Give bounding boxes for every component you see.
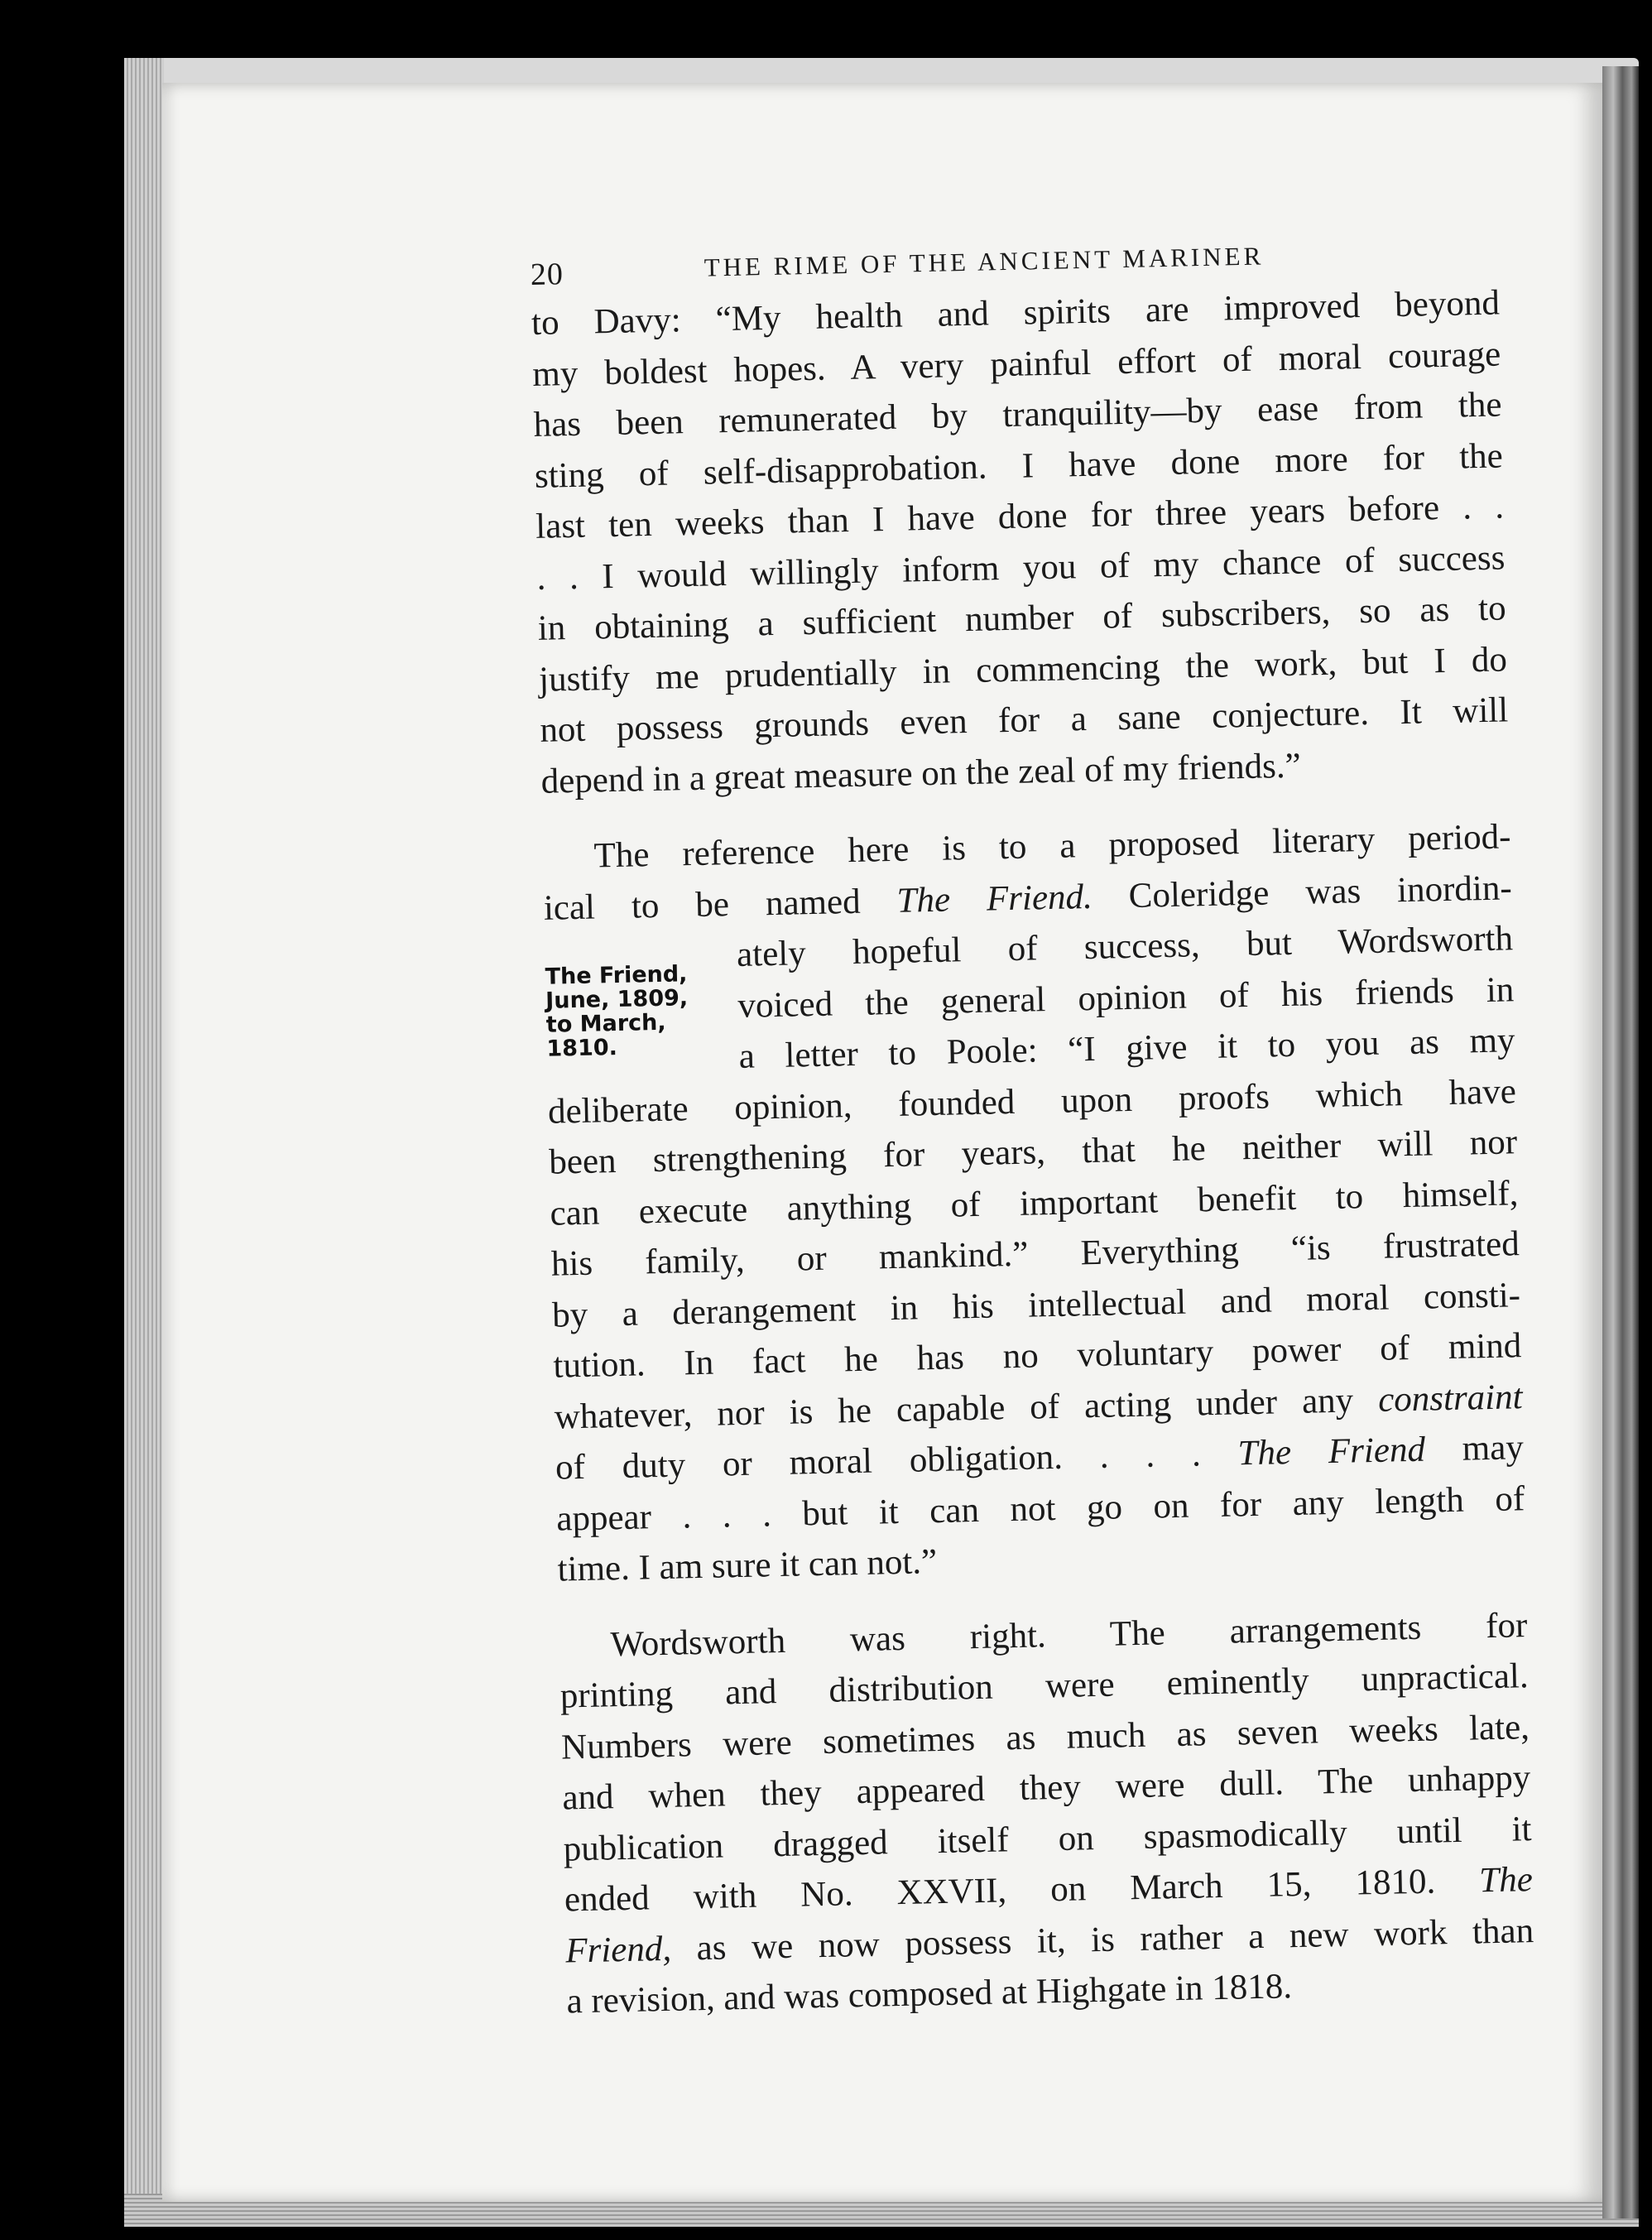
text-run: of duty or moral obligation. . . . <box>555 1434 1239 1488</box>
running-title: THE RIME OF THE ANCIENT MARINER <box>704 241 1265 282</box>
italic-title: The Friend. <box>896 877 1093 921</box>
text-line: a revision, and was composed at Highgate in 1818. <box>566 1967 1293 2021</box>
margin-sidenote <box>545 961 728 1061</box>
paragraph-wordsworth-right <box>559 1600 1535 2027</box>
sidenote-line: to March, <box>545 1009 666 1038</box>
text-line: publication dragged itself on spasmodically until it <box>563 1809 1532 1869</box>
italic-title: Friend, <box>564 1929 672 1971</box>
italic-title: The <box>1478 1860 1534 1901</box>
text-line: sting of self-disapprobation. I have done more for the <box>534 435 1504 496</box>
book-right-edge <box>1602 66 1639 2218</box>
text-run: ended with No. XXVII, on March 15, 1810. <box>564 1861 1480 1920</box>
text-line: last ten weeks than I have done for three years before . . <box>535 487 1505 546</box>
italic-title: The Friend <box>1237 1430 1426 1473</box>
sidenote-line: June, 1809, <box>545 985 689 1014</box>
text-line: The reference here is to a proposed literary period- <box>593 817 1511 876</box>
text-line: been strengthening for years, that he neither will nor <box>548 1122 1518 1182</box>
page-text-block <box>530 219 1535 2027</box>
text-line: . . I would willingly inform you of my chance of success <box>536 537 1506 598</box>
paragraph-davy-letter <box>531 277 1510 806</box>
text-line: tution. In fact he has no voluntary power of mind <box>553 1326 1522 1386</box>
book-left-edge <box>124 58 164 2227</box>
sidenote-section <box>545 913 1516 1086</box>
text-line: time. I am sure it can not.” <box>557 1542 938 1589</box>
text-run: as we now possess it, is rather a new work than <box>670 1911 1534 1968</box>
text-line: in obtaining a sufficient number of subscribers, so as to <box>537 589 1507 648</box>
text-line: can execute anything of important benefit to himself, <box>550 1173 1519 1233</box>
sidenote-line: The Friend, <box>545 961 688 990</box>
text-line: printing and distribution were eminently unpractical. <box>559 1656 1530 1716</box>
text-line: and when they appeared they were dull. The unhappy <box>561 1758 1531 1818</box>
text-run: whatever, nor is he capable of acting under any <box>554 1380 1379 1437</box>
text-line: Wordsworth was right. The arrangements for <box>610 1605 1528 1664</box>
paragraph-the-friend <box>542 811 1526 1595</box>
text-line: ately hopeful of success, but Wordsworth <box>736 919 1514 974</box>
text-run: Coleridge was inordin- <box>1092 868 1513 916</box>
page-number: 20 <box>530 257 564 292</box>
italic-word: constraint <box>1377 1377 1524 1420</box>
text-line: justify me prudentially in commencing the work, but I do <box>538 639 1508 699</box>
text-line: my boldest hopes. A very painful effort of moral courage <box>531 334 1501 394</box>
text-line: his family, or mankind.” Everything “is frustrated <box>550 1224 1520 1284</box>
text-line: appear . . . but it can not go on for any length of <box>555 1478 1525 1539</box>
text-run: ical to be named <box>543 881 898 928</box>
text-run: may <box>1424 1428 1525 1469</box>
text-line: voiced the general opinion of his friends in <box>737 969 1515 1026</box>
text-line: by a derangement in his intellectual and moral consti- <box>551 1275 1521 1335</box>
text-line: has been remunerated by tranquility—by ease from the <box>533 385 1502 445</box>
text-line: to Davy: “My health and spirits are improved beyond <box>531 283 1501 343</box>
sidenote-line: 1810. <box>546 1035 618 1062</box>
text-line: not possess grounds even for a sane conjecture. It will <box>539 690 1509 750</box>
text-line: deliberate opinion, founded upon proofs which have <box>547 1071 1517 1132</box>
text-line: Numbers were sometimes as much as seven weeks late, <box>560 1707 1530 1767</box>
text-line: a letter to Poole: “I give it to you as my <box>738 1021 1515 1076</box>
text-line: depend in a great measure on the zeal of my friends.” <box>540 746 1302 801</box>
